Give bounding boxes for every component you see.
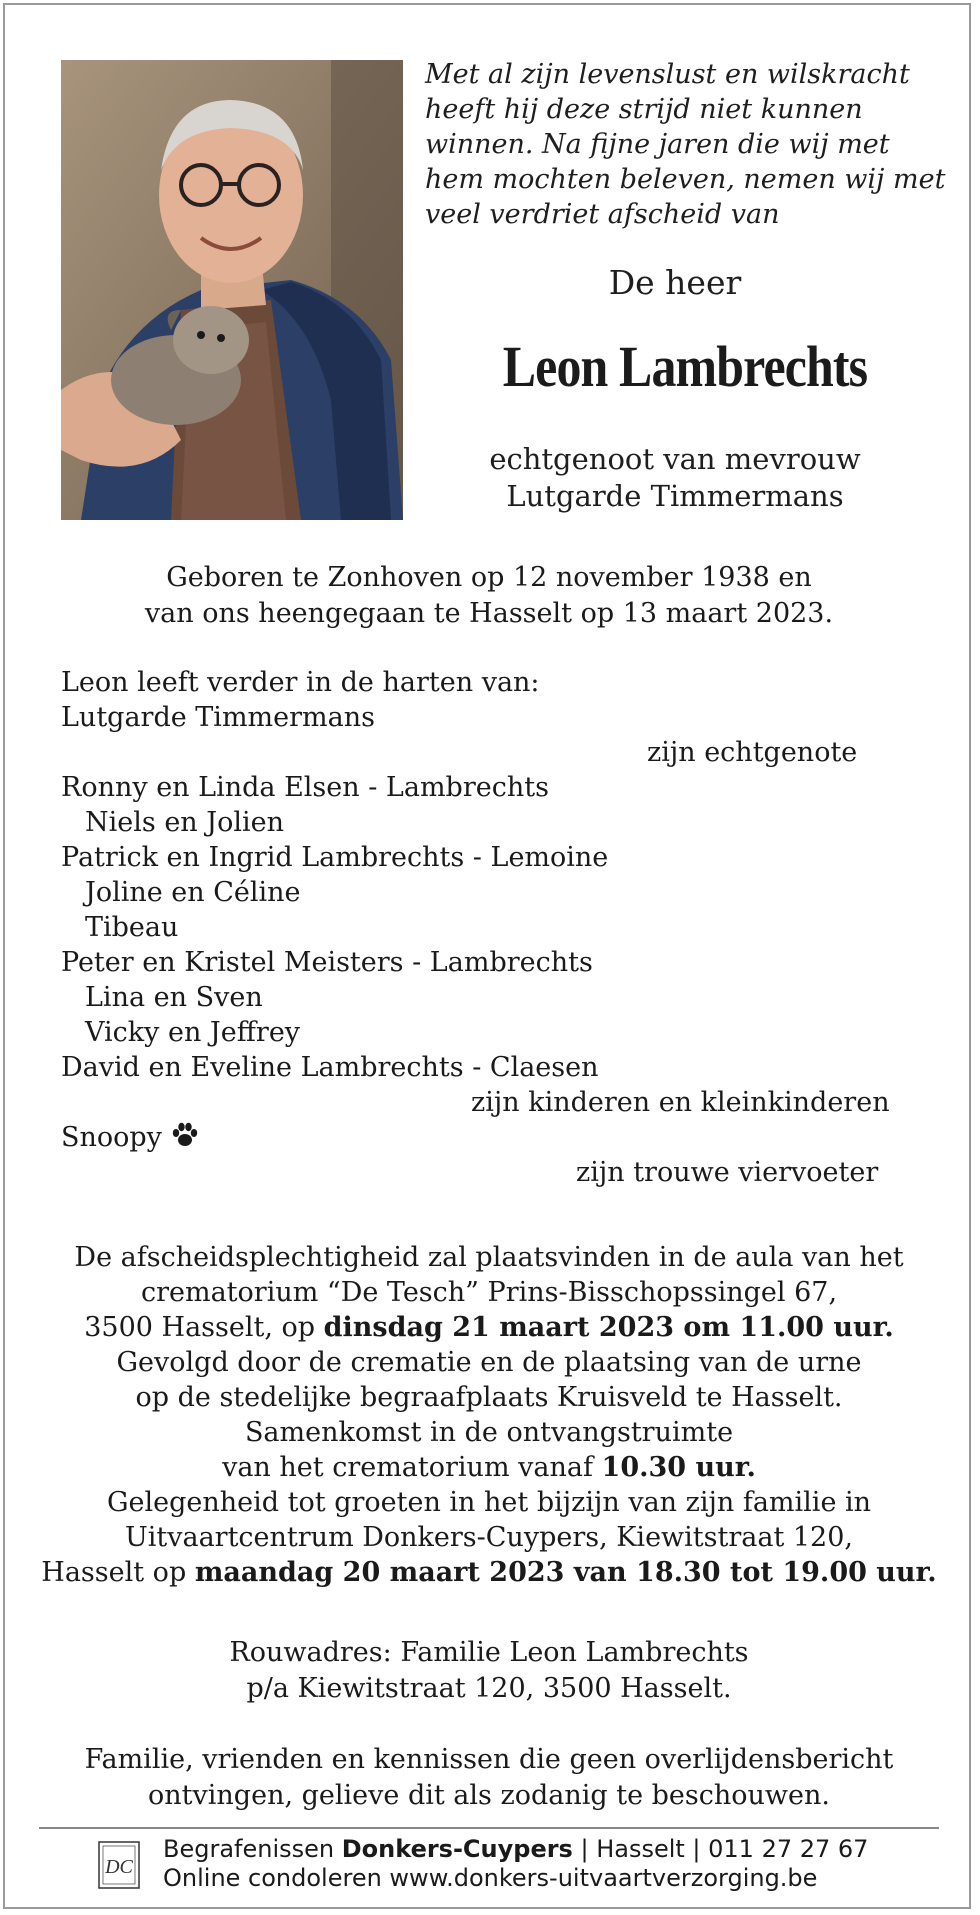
intro-line: veel verdriet afscheid van bbox=[425, 199, 780, 230]
ceremony-line bbox=[5, 1555, 973, 1590]
birth-death-text bbox=[5, 560, 973, 632]
ceremony-date: dinsdag 21 maart 2023 om 11.00 uur. bbox=[323, 1312, 894, 1343]
intro-line: Met al zijn levenslust en wilskracht bbox=[425, 59, 910, 90]
pet-role: zijn trouwe viervoeter bbox=[576, 1157, 879, 1188]
ceremony-line: Gevolgd door de crematie en de plaatsing van de urne bbox=[116, 1347, 862, 1378]
portrait-photo bbox=[61, 60, 403, 520]
spouse-line: Lutgarde Timmermans bbox=[506, 479, 844, 513]
grandchildren: Lina en Sven bbox=[85, 982, 263, 1013]
mourning-address bbox=[5, 1635, 973, 1707]
address-line: p/a Kiewitstraat 120, 3500 Hasselt. bbox=[246, 1673, 732, 1704]
funeral-home-logo bbox=[97, 1840, 141, 1890]
pet-row bbox=[61, 1120, 941, 1155]
ceremony-line: Samenkomst in de ontvangstruimte bbox=[244, 1417, 734, 1448]
honorific: De heer bbox=[608, 263, 742, 302]
ceremony-line: De afscheidsplechtigheid zal plaatsvinden in de aula van het bbox=[74, 1242, 904, 1273]
condolence-link[interactable]: Online condoleren www.donkers-uitvaartverzorging.be bbox=[163, 1864, 818, 1892]
ceremony-line: Uitvaartcentrum Donkers-Cuypers, Kiewitstraat 120, bbox=[124, 1522, 853, 1553]
notice-line: ontvingen, gelieve dit als zodanig te beschouwen. bbox=[148, 1780, 830, 1811]
footer-text: Begrafenissen bbox=[163, 1835, 342, 1863]
intro-line: heeft hij deze strijd niet kunnen bbox=[425, 94, 863, 125]
family-member: Ronny en Linda Elsen - Lambrechts bbox=[61, 772, 549, 803]
ceremony-text: van het crematorium vanaf bbox=[222, 1452, 602, 1483]
ceremony-text: 3500 Hasselt, op bbox=[84, 1312, 324, 1343]
grandchildren: Joline en Céline bbox=[85, 877, 301, 908]
family-member: Patrick en Ingrid Lambrechts - Lemoine bbox=[61, 842, 609, 873]
ceremony-text: Hasselt op bbox=[41, 1557, 195, 1588]
footer-divider bbox=[39, 1827, 939, 1829]
ceremony-line bbox=[5, 1310, 973, 1345]
intro-line: hem mochten beleven, nemen wij met bbox=[425, 164, 946, 195]
ceremony-line: crematorium “De Tesch” Prins-Bisschopssingel 67, bbox=[140, 1277, 838, 1308]
grandchildren: Niels en Jolien bbox=[85, 807, 284, 838]
ceremony-line: Gelegenheid tot groeten in het bijzijn van zijn familie in bbox=[106, 1487, 872, 1518]
footer-contact: | Hasselt | 011 27 27 67 bbox=[572, 1835, 869, 1863]
portrait-image bbox=[61, 60, 403, 520]
ceremony-line: op de stedelijke begraafplaats Kruisveld te Hasselt. bbox=[135, 1382, 843, 1413]
family-list bbox=[61, 665, 941, 1190]
ceremony-line bbox=[5, 1450, 973, 1485]
visitation-time: maandag 20 maart 2023 van 18.30 tot 19.00 uur. bbox=[194, 1557, 937, 1588]
footer-line bbox=[163, 1835, 943, 1864]
family-heading: Leon leeft verder in de harten van: bbox=[61, 667, 540, 698]
born-line: van ons heengegaan te Hasselt op 13 maart 2023. bbox=[144, 598, 834, 629]
funeral-home-name: Donkers-Cuypers bbox=[341, 1835, 573, 1863]
obituary-card bbox=[3, 3, 971, 1909]
spouse-role: zijn echtgenote bbox=[647, 737, 858, 768]
grandchildren: Vicky en Jeffrey bbox=[85, 1017, 301, 1048]
intro-line: winnen. Na fijne jaren die wij met bbox=[425, 129, 890, 160]
family-member: David en Eveline Lambrechts - Claesen bbox=[61, 1052, 599, 1083]
children-role: zijn kinderen en kleinkinderen bbox=[471, 1087, 890, 1118]
pet-role-row bbox=[61, 1155, 941, 1190]
children-role-row bbox=[61, 1085, 941, 1120]
born-line: Geboren te Zonhoven op 12 november 1938 en bbox=[166, 562, 812, 593]
paw-icon bbox=[170, 1121, 200, 1149]
spouse-name: Lutgarde Timmermans bbox=[61, 702, 375, 733]
deceased-name: Leon Lambrechts bbox=[502, 334, 868, 399]
spouse-line: echtgenoot van mevrouw bbox=[489, 442, 861, 476]
intro-text bbox=[425, 57, 945, 232]
notice-text bbox=[5, 1742, 973, 1814]
grandchildren: Tibeau bbox=[85, 912, 179, 943]
notice-line: Familie, vrienden en kennissen die geen overlijdensbericht bbox=[84, 1744, 894, 1775]
logo-monogram: DC bbox=[105, 1856, 133, 1878]
pet-name: Snoopy bbox=[61, 1122, 162, 1153]
family-member: Peter en Kristel Meisters - Lambrechts bbox=[61, 947, 593, 978]
funeral-home-footer bbox=[163, 1835, 943, 1893]
gathering-time: 10.30 uur. bbox=[601, 1452, 756, 1483]
spouse-role-row bbox=[61, 735, 941, 770]
ceremony-details bbox=[5, 1240, 973, 1590]
spouse-text bbox=[425, 441, 925, 515]
address-line: Rouwadres: Familie Leon Lambrechts bbox=[229, 1637, 749, 1668]
